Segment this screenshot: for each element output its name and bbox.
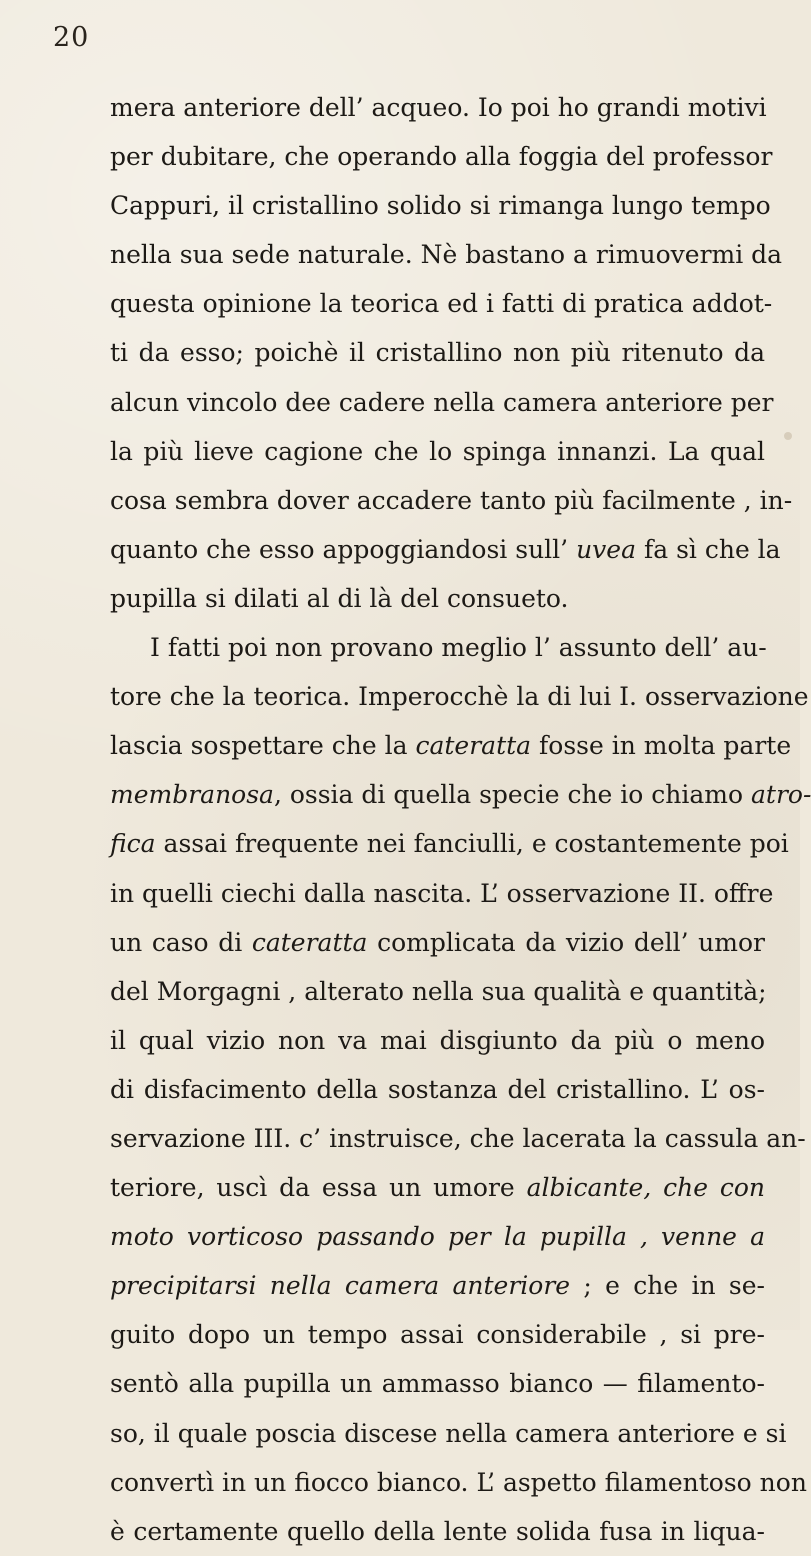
text-segment: di disfacimento della sostanza del cristallino. L’ os-	[110, 1074, 765, 1104]
text-segment: sentò alla pupilla un ammasso bianco — filamento-	[110, 1369, 765, 1399]
text-segment: ; e che in se-	[570, 1271, 765, 1301]
text-segment: mera anteriore dell’ acqueo. Io poi ho grandi motivi	[110, 93, 767, 122]
text-segment: convertì in un fiocco bianco. L’ aspetto filamentoso non	[110, 1467, 807, 1497]
text-line	[110, 525, 781, 574]
text-line	[110, 181, 771, 230]
text-line	[110, 1409, 787, 1458]
text-segment: ti da esso; poichè il cristallino non più ritenuto da	[110, 338, 765, 368]
text-line	[110, 1359, 765, 1408]
text-segment: fa sì che la	[636, 534, 781, 564]
text-line	[110, 476, 793, 525]
italic-text: cateratta	[415, 731, 532, 761]
text-segment: quanto che esso appoggiandosi sull’	[110, 534, 577, 564]
text-segment: , ossia di quella specie che io chiamo	[273, 780, 752, 810]
text-segment: questa opinione la teorica ed i fatti di pratica addot-	[110, 289, 773, 319]
italic-text: albicante, che con	[526, 1173, 766, 1203]
text-line	[110, 967, 765, 1016]
text-line	[110, 1261, 765, 1310]
text-segment: la più lieve cagione che lo spinga innanzi. La qual	[110, 436, 765, 466]
text-line	[110, 918, 765, 967]
italic-text: cateratta	[251, 927, 368, 957]
text-segment: lascia sospettare che la	[110, 731, 416, 761]
text-segment: tore che la teorica. Imperocchè la di lui I. osservazione	[110, 682, 809, 712]
text-segment: un caso di	[110, 927, 252, 957]
italic-text: membranosa	[110, 780, 274, 810]
text-segment: alcun vincolo dee cadere nella camera anteriore per	[110, 387, 774, 417]
text-line	[110, 1310, 765, 1359]
text-line	[110, 230, 783, 279]
text-segment: in quelli ciechi dalla nascita. L’ osservazione II. offre	[110, 878, 774, 908]
text-line	[110, 1163, 765, 1212]
text-line	[110, 574, 765, 623]
italic-text: atro-	[751, 780, 811, 810]
text-segment: teriore, uscì da essa un umore	[110, 1173, 527, 1203]
text-segment: assai frequente nei fanciulli, e costantemente poi	[155, 829, 789, 859]
text-segment: guito dopo un tempo assai considerabile , si pre-	[110, 1320, 765, 1350]
text-segment: il qual vizio non va mai disgiunto da più o meno	[110, 1025, 765, 1055]
text-segment: è certamente quello della lente solida fusa in liqua-	[110, 1516, 765, 1546]
text-line	[110, 770, 811, 819]
text-segment: Cappuri, il cristallino solido si rimanga lungo tempo	[110, 191, 771, 221]
text-segment: nella sua sede naturale. Nè bastano a rimuovermi da	[110, 240, 783, 270]
page-number: 20	[53, 22, 90, 53]
text-segment: servazione III. c’ instruisce, che lacerata la cassula an-	[110, 1123, 806, 1153]
text-line	[110, 1507, 765, 1556]
text-line	[110, 1458, 807, 1507]
text-segment: complicata da vizio dell’ umor	[367, 927, 765, 957]
text-segment: so, il quale poscia discese nella camera anteriore e si	[110, 1418, 787, 1448]
text-line	[110, 721, 792, 770]
text-line	[110, 1065, 765, 1114]
italic-text: moto vorticoso passando per la pupilla , venne a	[110, 1222, 765, 1252]
italic-text: fica	[110, 829, 156, 859]
text-line	[110, 1212, 765, 1261]
body-text	[110, 83, 811, 1556]
text-line	[110, 83, 765, 132]
text-line	[110, 1114, 806, 1163]
text-line	[110, 623, 765, 672]
text-line	[110, 132, 773, 181]
text-segment: del Morgagni , alterato nella sua qualità e quantità;	[110, 976, 767, 1006]
paper-speck	[784, 432, 792, 440]
text-segment: per dubitare, che operando alla foggia del professor	[110, 142, 773, 172]
text-segment: cosa sembra dover accadere tanto più facilmente , in-	[110, 485, 793, 515]
text-segment: pupilla si dilati al di là del consueto.	[110, 583, 569, 613]
text-line	[110, 869, 774, 918]
text-segment: I fatti poi non provano meglio l’ assunto dell’ au-	[150, 633, 767, 663]
text-line	[110, 378, 774, 427]
text-line	[110, 819, 789, 868]
italic-text: uvea	[576, 534, 637, 564]
text-line	[110, 279, 773, 328]
text-line	[110, 1016, 765, 1065]
italic-text: precipitarsi nella camera anteriore	[110, 1271, 571, 1301]
text-line	[110, 328, 765, 377]
text-line	[110, 672, 809, 721]
text-line	[110, 427, 765, 476]
text-segment: fosse in molta parte	[531, 731, 792, 761]
